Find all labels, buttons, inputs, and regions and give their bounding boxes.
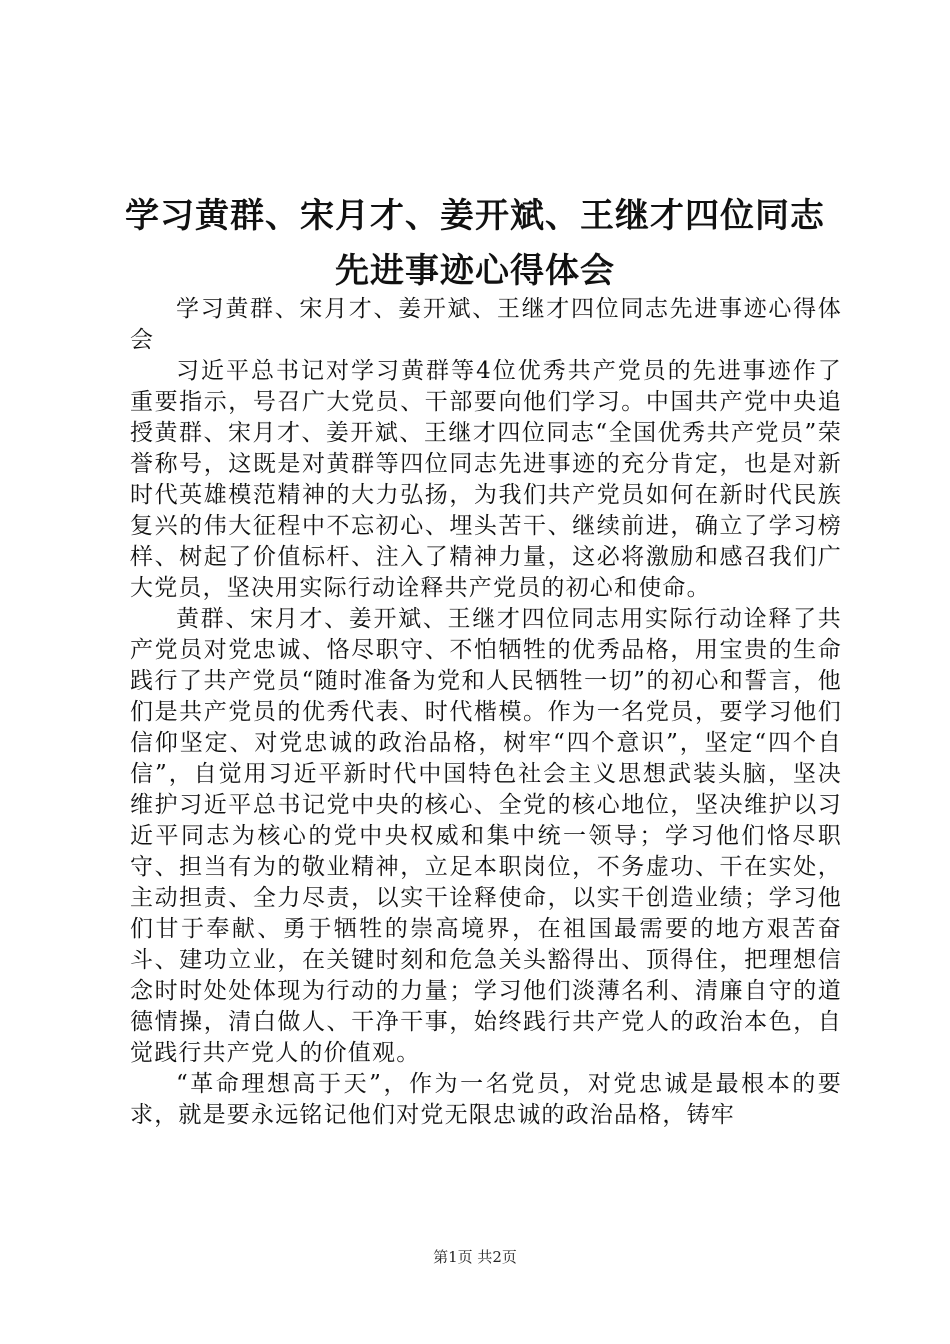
paragraph: 习近平总书记对学习黄群等4位优秀共产党员的先进事迹作了重要指示，号召广大党员、干部要向他们学习。中国共产党中央追授黄群、宋月才、姜开斌、王继才四位同志“全国优秀共产党员”荣誉称号，这既是对黄群等四位同志先进事迹的充分肯定，也是对新时代英雄模范精神的大力弘扬，为我们共产党员如何在新时代民族复兴的伟大征程中不忘初心、埋头苦干、继续前进，确立了学习榜样、树起了价值标杆、注入了精神力量，这必将激励和感召我们广大党员，坚决用实际行动诠释共产党员的初心和使命。 — [130, 358, 842, 601]
paragraph: 学习黄群、宋月才、姜开斌、王继才四位同志先进事迹心得体会 — [130, 296, 842, 353]
document-title-line1: 学习黄群、宋月才、姜开斌、王继才四位同志 — [125, 196, 825, 236]
paragraph: “革命理想高于天”，作为一名党员，对党忠诚是最根本的要求，就是要永远铭记他们对党无限忠诚的政治品格，铸牢 — [130, 1071, 842, 1128]
paragraph: 黄群、宋月才、姜开斌、王继才四位同志用实际行动诠释了共产党员对党忠诚、恪尽职守、不怕牺牲的优秀品格，用宝贵的生命践行了共产党员“随时准备为党和人民牺牲一切”的初心和誓言，他们是共产党员的优秀代表、时代楷模。作为一名党员，要学习他们信仰坚定、对党忠诚的政治品格，树牢“四个意识”，坚定“四个自信”，自觉用习近平新时代中国特色社会主义思想武装头脑，坚决维护习近平总书记党中央的核心、全党的核心地位，坚决维护以习近平同志为核心的党中央权威和集中统一领导；学习他们恪尽职守、担当有为的敬业精神，立足本职岗位，不务虚功、干在实处，主动担责、全力尽责，以实干诠释使命，以实干创造业绩；学习他们甘于奉献、勇于牺牲的崇高境界，在祖国最需要的地方艰苦奋斗、建功立业，在关键时刻和危急关头豁得出、顶得住，把理想信念时时处处体现为行动的力量；学习他们淡薄名利、清廉自守的道德情操，清白做人、干净干事，始终践行共产党人的政治本色，自觉践行共产党人的价值观。 — [130, 606, 842, 1066]
document-body — [130, 294, 842, 1131]
document-title-line2: 先进事迹心得体会 — [335, 251, 615, 291]
page-footer: 第1页 共2页 — [433, 1248, 517, 1266]
